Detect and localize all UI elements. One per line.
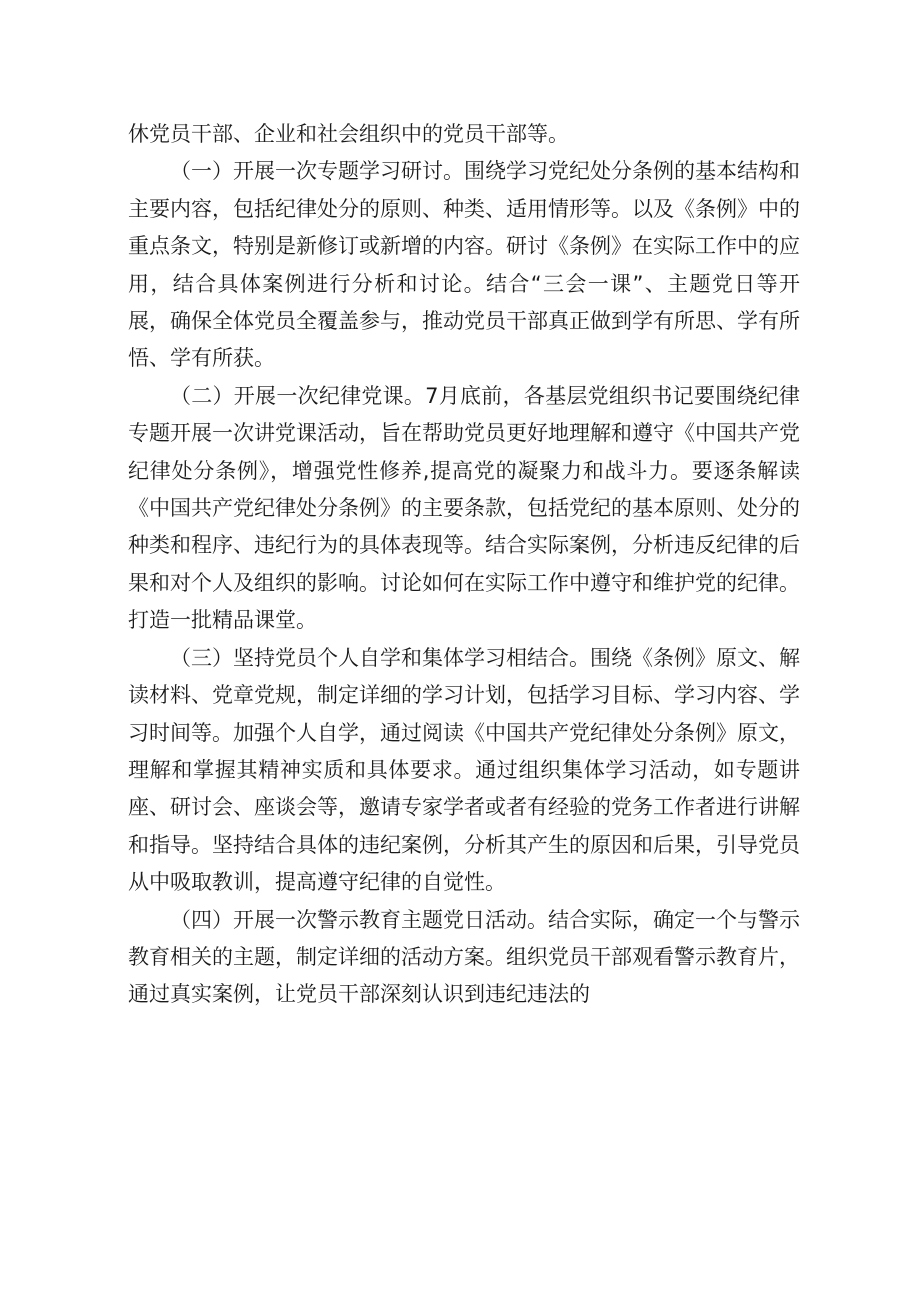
document-body xyxy=(128,116,800,1014)
paragraph-section-3: （三）坚持党员个人自学和集体学习相结合。围绕《条例》原文、解读材料、党章党规，制定详细的学习计划，包括学习目标、学习内容、学习时间等。加强个人自学，通过阅读《中国共产党纪律处分条例》原文，理解和掌握其精神实质和具体要求。通过组织集体学习活动，如专题讲座、研讨会、座谈会等，邀请专家学者或者有经验的党务工作者进行讲解和指导。坚持结合具体的违纪案例，分析其产生的原因和后果，引导党员从中吸取教训，提高遵守纪律的自觉性。 xyxy=(128,645,800,895)
paragraph-continuation: 休党员干部、企业和社会组织中的党员干部等。 xyxy=(128,122,569,146)
paragraph-section-1: （一）开展一次专题学习研讨。围绕学习党纪处分条例的基本结构和主要内容，包括纪律处分的原则、种类、适用情形等。以及《条例》中的重点条文，特别是新修订或新增的内容。研讨《条例》在实际工作中的应用，结合具体案例进行分析和讨论。结合“三会一课”、主题党日等开展，确保全体党员全覆盖参与，推动党员干部真正做到学有所思、学有所悟、学有所获。 xyxy=(128,159,800,371)
paragraph-section-2: （二）开展一次纪律党课。7月底前，各基层党组织书记要围绕纪律专题开展一次讲党课活动，旨在帮助党员更好地理解和遵守《中国共产党纪律处分条例》，增强党性修养,提高党的凝聚力和战斗力。要逐条解读《中国共产党纪律处分条例》的主要条款，包括党纪的基本原则、处分的种类和程序、违纪行为的具体表现等。结合实际案例，分析违反纪律的后果和对个人及组织的影响。讨论如何在实际工作中遵守和维护党的纪律。打造一批精品课堂。 xyxy=(128,383,800,633)
paragraph-section-4: （四）开展一次警示教育主题党日活动。结合实际，确定一个与警示教育相关的主题，制定详细的活动方案。组织党员干部观看警示教育片，通过真实案例，让党员干部深刻认识到违纪违法的 xyxy=(128,907,800,1007)
